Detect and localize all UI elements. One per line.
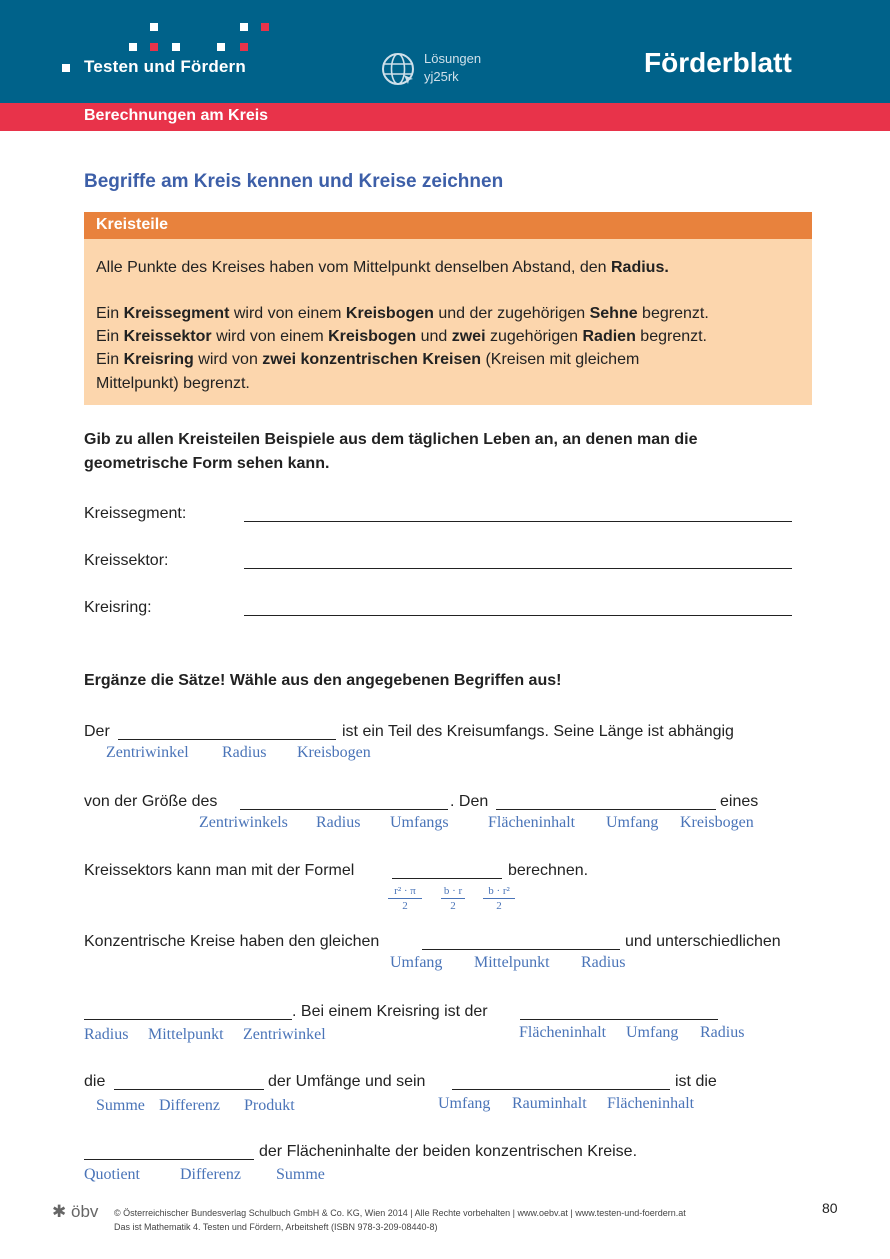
sentence-text: . Bei einem Kreisring ist der	[292, 1003, 488, 1020]
fill-blank[interactable]	[240, 809, 448, 810]
logo-square	[240, 23, 248, 31]
option-word[interactable]: Summe	[96, 1097, 145, 1114]
option-word[interactable]: Radius	[700, 1024, 745, 1041]
publisher-logo	[52, 1202, 98, 1222]
sentence-text: der Umfänge und sein	[268, 1073, 426, 1090]
option-word[interactable]: Flächeninhalt	[519, 1024, 607, 1041]
answer-label-kreisring: Kreisring:	[84, 599, 152, 616]
fill-blank[interactable]	[118, 739, 336, 740]
info-line: Ein Kreisring wird von zwei konzentrischen Kreisen (Kreisen mit gleichem	[96, 351, 640, 368]
sentence-text: Kreissektors kann man mit der Formel	[84, 862, 355, 879]
logo-square	[129, 43, 137, 51]
option-word[interactable]: Radius	[84, 1026, 129, 1043]
formula-denominator: 2	[402, 900, 408, 912]
info-line: Ein Kreissegment wird von einem Kreisbogen und der zugehörigen Sehne begrenzt.	[96, 305, 709, 322]
option-word[interactable]: Quotient	[84, 1166, 140, 1183]
formula-denominator: 2	[450, 900, 456, 912]
solutions-label[interactable]: Lösungen	[424, 51, 482, 66]
sentence-text: eines	[720, 793, 759, 810]
info-line: Mittelpunkt) begrenzt.	[96, 375, 250, 392]
task-instruction: Gib zu allen Kreisteilen Beispiele aus dem täglichen Leben an, an denen man die	[84, 431, 698, 448]
answer-line-kreissegment[interactable]	[244, 521, 792, 522]
option-word[interactable]: Differenz	[180, 1166, 241, 1183]
sentence-text: Der	[84, 723, 110, 740]
info-line: Alle Punkte des Kreises haben vom Mittelpunkt denselben Abstand, den Radius.	[96, 259, 669, 276]
sheet-type-title: Förderblatt	[644, 47, 792, 78]
fill-blank[interactable]	[496, 809, 716, 810]
fraction-bar	[441, 898, 465, 899]
option-word[interactable]: Umfang	[626, 1024, 679, 1041]
option-word[interactable]: Radius	[316, 814, 361, 831]
sentence-text: berechnen.	[508, 862, 589, 879]
solutions-code[interactable]: yj25rk	[424, 69, 459, 84]
globe-icon[interactable]	[380, 51, 416, 87]
option-word[interactable]: Mittelpunkt	[148, 1026, 224, 1043]
answer-label-kreissegment: Kreissegment:	[84, 505, 187, 522]
sentence-text: . Den	[450, 793, 489, 810]
logo-square	[150, 23, 158, 31]
formula-numerator: b · r²	[488, 885, 510, 897]
logo-square	[172, 43, 180, 51]
fill-blank[interactable]	[520, 1019, 718, 1020]
fill-blank[interactable]	[392, 878, 502, 879]
publisher-logo-text: öbv	[70, 1202, 99, 1221]
logo-square	[240, 43, 248, 51]
option-word[interactable]: Produkt	[244, 1097, 295, 1114]
fraction-bar	[388, 898, 422, 899]
footer-source: Das ist Mathematik 4. Testen und Fördern, Arbeitsheft (ISBN 978-3-209-08440-8)	[114, 1222, 438, 1232]
fill-blank[interactable]	[84, 1019, 292, 1020]
answer-line-kreisring[interactable]	[244, 615, 792, 616]
option-word[interactable]: Rauminhalt	[512, 1095, 587, 1112]
footer-copyright: © Österreichischer Bundesverlag Schulbuch GmbH & Co. KG, Wien 2014 | Alle Rechte vorbehalten | www.oebv.at | www.testen-und-foerdern.at	[114, 1208, 686, 1218]
logo-square	[62, 64, 70, 72]
page-number: 80	[822, 1200, 838, 1216]
formula-numerator: b · r	[443, 885, 463, 897]
sentence-text: und unterschiedlichen	[625, 933, 781, 950]
option-word[interactable]: Umfangs	[390, 814, 449, 831]
sentence-text: ist die	[675, 1073, 717, 1090]
formula-option[interactable]	[483, 885, 515, 912]
option-word[interactable]: Summe	[276, 1166, 325, 1183]
option-word[interactable]: Radius	[581, 954, 626, 971]
option-word[interactable]: Kreisbogen	[680, 814, 754, 831]
sentence-text: ist ein Teil des Kreisumfangs. Seine Länge ist abhängig	[342, 723, 734, 740]
formula-option[interactable]	[441, 885, 465, 912]
sentence-text: die	[84, 1073, 106, 1090]
option-word[interactable]: Umfang	[438, 1095, 491, 1112]
info-box-title: Kreisteile	[96, 216, 169, 233]
answer-label-kreissektor: Kreissektor:	[84, 552, 169, 569]
fill-blank[interactable]	[452, 1089, 670, 1090]
logo-square	[261, 23, 269, 31]
formula-numerator: r² · π	[394, 885, 416, 897]
sentence-text: Konzentrische Kreise haben den gleichen	[84, 933, 380, 950]
task-instruction: geometrische Form sehen kann.	[84, 455, 330, 472]
fill-blank[interactable]	[114, 1089, 264, 1090]
option-word[interactable]: Umfang	[606, 814, 659, 831]
fraction-bar	[483, 898, 515, 899]
option-word[interactable]: Zentriwinkel	[243, 1026, 326, 1043]
option-word[interactable]: Differenz	[159, 1097, 220, 1114]
option-word[interactable]: Flächeninhalt	[607, 1095, 695, 1112]
answer-line-kreissektor[interactable]	[244, 568, 792, 569]
brand-logo-text: Testen und Fördern	[84, 57, 246, 76]
sentence-text: von der Größe des	[84, 793, 218, 810]
formula-denominator: 2	[496, 900, 502, 912]
info-line: Ein Kreissektor wird von einem Kreisbogen und zwei zugehörigen Radien begrenzt.	[96, 328, 707, 345]
option-word[interactable]: Zentriwinkels	[199, 814, 288, 831]
fill-blank[interactable]	[422, 949, 620, 950]
fill-blank[interactable]	[84, 1159, 254, 1160]
logo-square	[150, 43, 158, 51]
task-instruction: Ergänze die Sätze! Wähle aus den angegebenen Begriffen aus!	[84, 672, 562, 689]
option-word[interactable]: Mittelpunkt	[474, 954, 550, 971]
logo-square	[217, 43, 225, 51]
section-title: Begriffe am Kreis kennen und Kreise zeichnen	[84, 171, 504, 192]
option-word[interactable]: Kreisbogen	[297, 744, 371, 761]
option-word[interactable]: Radius	[222, 744, 267, 761]
topic-title: Berechnungen am Kreis	[84, 107, 269, 124]
option-word[interactable]: Flächeninhalt	[488, 814, 576, 831]
info-box-header	[84, 212, 812, 239]
option-word[interactable]: Zentriwinkel	[106, 744, 189, 761]
sentence-text: der Flächeninhalte der beiden konzentrischen Kreise.	[259, 1143, 638, 1160]
asterisk-icon: ✱	[52, 1202, 67, 1221]
option-word[interactable]: Umfang	[390, 954, 443, 971]
formula-option[interactable]	[388, 885, 422, 912]
